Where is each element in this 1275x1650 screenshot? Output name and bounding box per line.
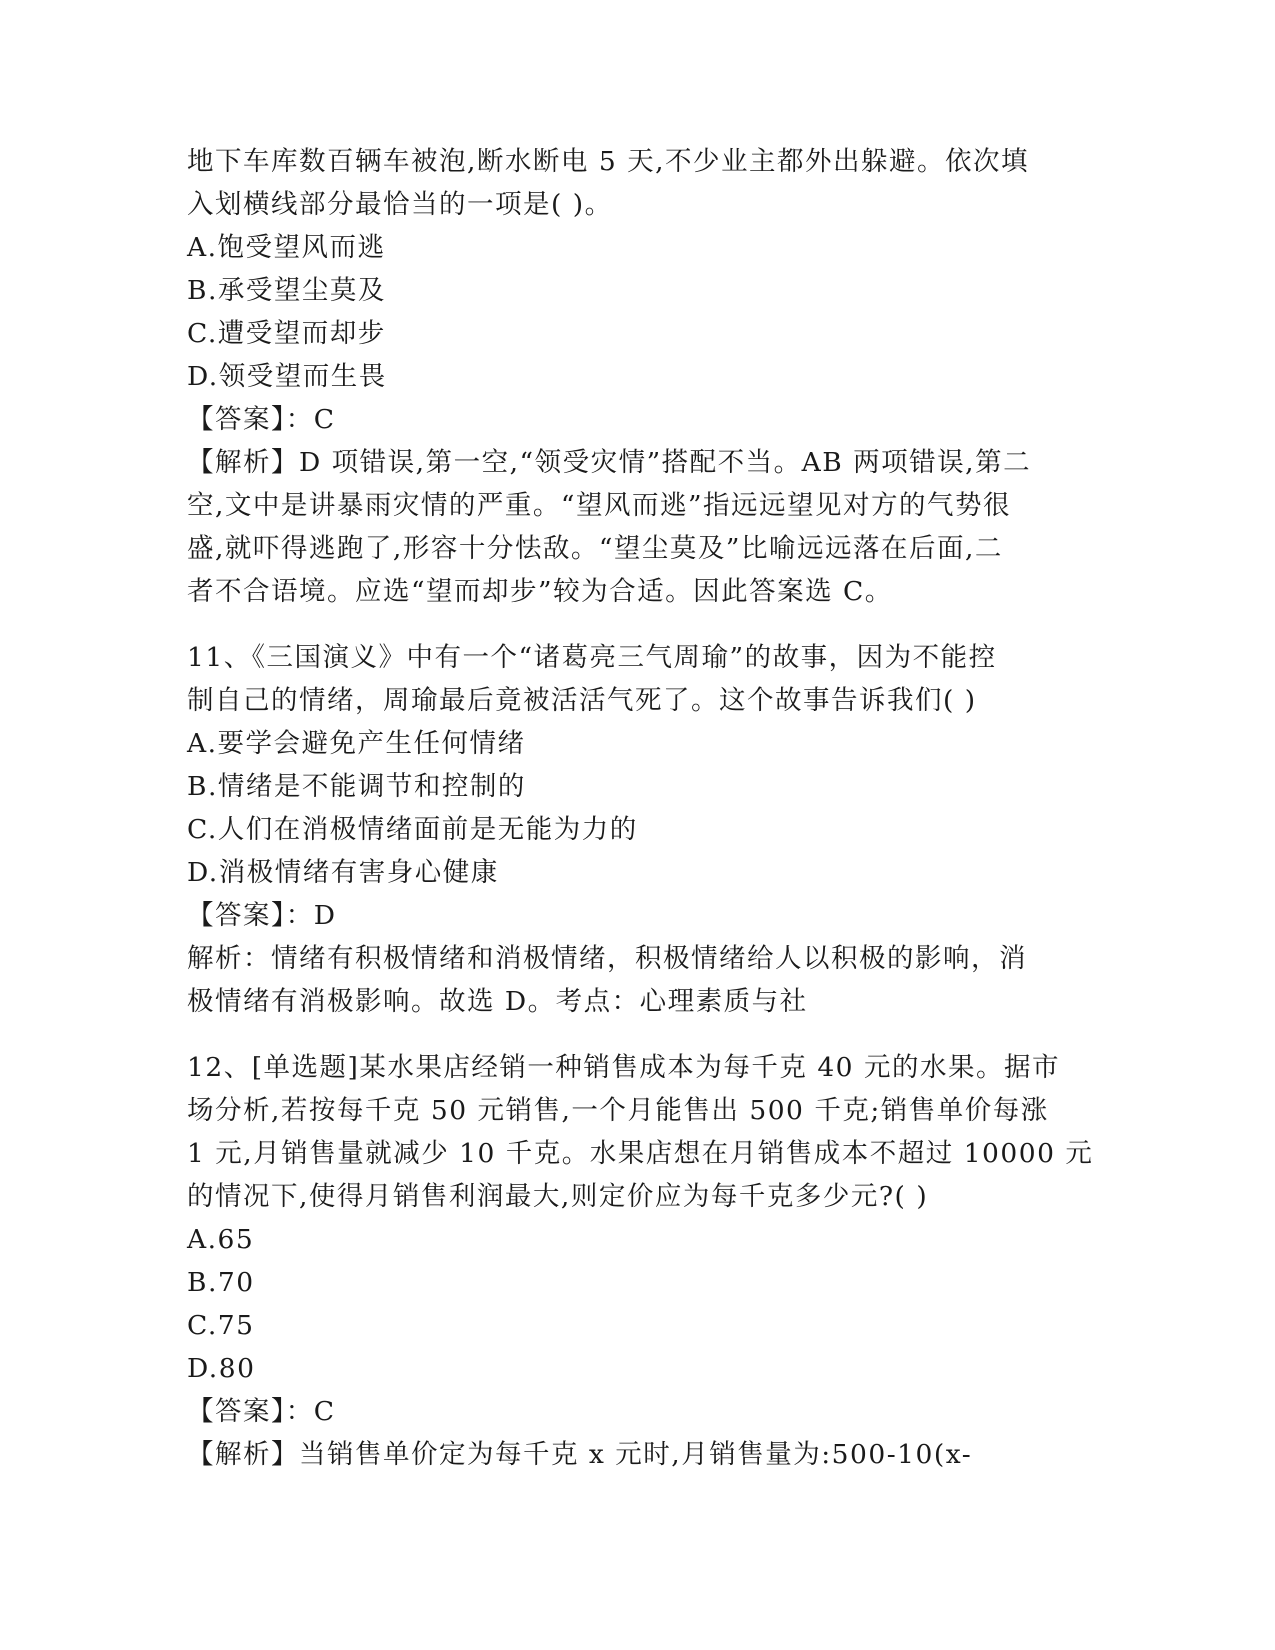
option-b: B.承受望尘莫及 xyxy=(187,275,386,306)
answer: 【答案】：C xyxy=(187,404,336,435)
spacer xyxy=(187,613,1077,636)
option-c: C.人们在消极情绪面前是无能为力的 xyxy=(187,814,638,845)
answer: 【答案】：C xyxy=(187,1396,336,1427)
option-b: B.情绪是不能调节和控制的 xyxy=(187,771,526,802)
option-c: C.遭受望而却步 xyxy=(187,318,386,349)
analysis-line: 极情绪有消极影响。故选 D。考点：心理素质与社 xyxy=(187,986,808,1017)
question-10 xyxy=(187,140,1077,613)
analysis-line: 盛,就吓得逃跑了,形容十分怯敌。“望尘莫及”比喻远远落在后面,二 xyxy=(187,533,1003,564)
question-stem-line: 制自己的情绪，周瑜最后竟被活活气死了。这个故事告诉我们( ) xyxy=(187,685,977,716)
analysis-line: 空,文中是讲暴雨灾情的严重。“望风而逃”指远远望见对方的气势很 xyxy=(187,490,1012,521)
option-d: D.80 xyxy=(187,1353,256,1384)
option-d: D.领受望而生畏 xyxy=(187,361,387,392)
question-stem-line: 的情况下,使得月销售利润最大,则定价应为每千克多少元?( ) xyxy=(187,1181,929,1212)
spacer xyxy=(187,1023,1077,1046)
question-stem-line: 1 元,月销售量就减少 10 千克。水果店想在月销售成本不超过 10000 元 xyxy=(187,1138,1094,1169)
analysis-line: 【解析】当销售单价定为每千克 x 元时,月销售量为:500-10(x- xyxy=(187,1439,973,1470)
question-stem-line: 12、[单选题]某水果店经销一种销售成本为每千克 40 元的水果。据市 xyxy=(187,1052,1060,1083)
question-stem-line: 入划横线部分最恰当的一项是( )。 xyxy=(187,189,613,220)
question-12 xyxy=(187,1046,1094,1476)
question-stem-line: 11、《三国演义》中有一个“诸葛亮三气周瑜”的故事，因为不能控 xyxy=(187,642,997,673)
analysis-line: 解析：情绪有积极情绪和消极情绪，积极情绪给人以积极的影响，消 xyxy=(187,943,1027,974)
analysis-line: 者不合语境。应选“望而却步”较为合适。因此答案选 C。 xyxy=(187,576,893,607)
answer: 【答案】：D xyxy=(187,900,337,931)
option-a: A.饱受望风而逃 xyxy=(187,232,386,263)
option-a: A.65 xyxy=(187,1224,255,1255)
option-c: C.75 xyxy=(187,1310,255,1341)
question-stem-line: 地下车库数百辆车被泡,断水断电 5 天,不少业主都外出躲避。依次填 xyxy=(187,146,1030,177)
option-b: B.70 xyxy=(187,1267,255,1298)
option-d: D.消极情绪有害身心健康 xyxy=(187,857,499,888)
option-a: A.要学会避免产生任何情绪 xyxy=(187,728,526,759)
document-page xyxy=(187,140,1094,1476)
analysis-line: 【解析】D 项错误,第一空,“领受灾情”搭配不当。AB 两项错误,第二 xyxy=(187,447,1032,478)
question-11 xyxy=(187,636,1077,1023)
question-stem-line: 场分析,若按每千克 50 元销售,一个月能售出 500 千克;销售单价每涨 xyxy=(187,1095,1049,1126)
